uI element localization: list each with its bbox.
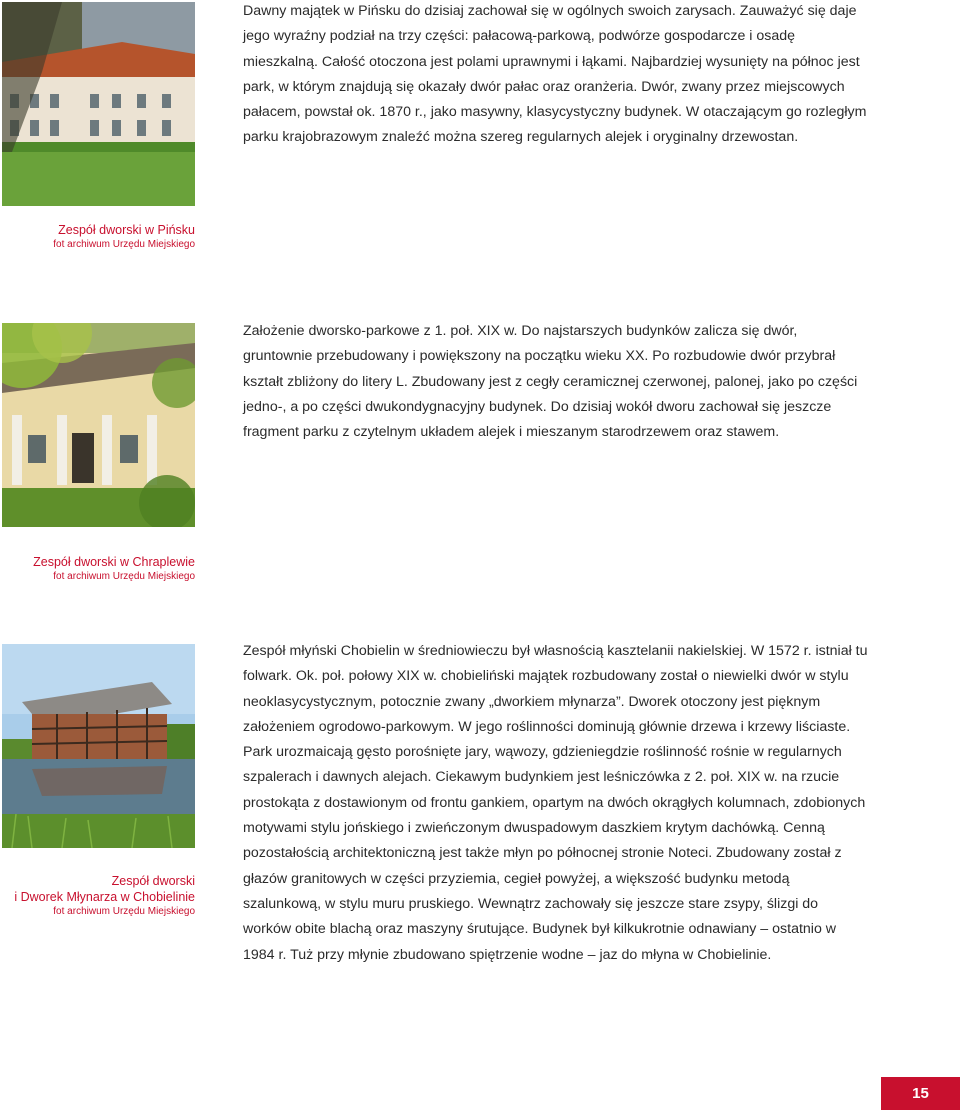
paragraph-chraplewo: Założenie dworsko-parkowe z 1. poł. XIX w. Do najstarszych budynków zalicza się dwór, gruntownie przebudowany i powiększony na początku wieku XX. Po rozbudowie dwór przybrał kształt zbliżony do litery L. Zbudowany jest z cegły ceramicznej czerwonej, palonej, jako po części jedno-, a po części dwukondygnacyjny budynek. Do dzisiaj wokół dworu zachował się jeszcze fragment parku z czytelnym układem alejek i mieszanym starodrzewem oraz stawem. [243,323,858,441]
caption-credit: fot archiwum Urzędu Miejskiego [53,571,195,582]
caption-credit: fot archiwum Urzędu Miejskiego [53,239,195,250]
caption-chraplewo [0,554,195,583]
page-number: 15 [881,1077,960,1110]
photo-chraplewo-manor [2,323,195,527]
caption-title: Zespół dworski w Chraplewie [33,555,195,569]
caption-title: Zespół dworski w Pińsku [58,223,195,237]
caption-chobielin [0,873,195,918]
paragraph-pinsk: Dawny majątek w Pińsku do dzisiaj zachował się w ogólnych swoich zarysach. Zauważyć się daje jego wyraźny podział na trzy części: pałacową-parkową, podwórze gospodarcze i osadę mieszkalną. Całość otoczona jest polami uprawnymi i łąkami. Najbardziej wysunięty na północ jest park, w którym znajdują się okazały dwór pałac oraz oranżeria. Dwór, zwany przez miejscowych pałacem, powstał ok. 1870 r., jako masywny, klasycystyczny budynek. W otaczającym go rozległym parku krajobrazowym znaleźć można szereg regularnych alejek i oryginalny drzewostan. [243,3,867,146]
caption-credit: fot archiwum Urzędu Miejskiego [53,906,195,917]
photo-chobielin-mill [2,644,195,848]
paragraph-chobielin: Zespół młyński Chobielin w średniowieczu był własnością kasztelanii nakielskiej. W 1572 r. istniał tu folwark. Ok. poł. połowy XIX w. chobieliński majątek rozbudowany został o niewielki dwór w stylu neoklasycystycznym, potocznie zwany „dworkiem młynarza”. Dworek otoczony jest pięknym założeniem ogrodowo-parkowym. W jego roślinności dominują głównie drzewa i krzewy liściaste. Park urozmaicają gęsto porośnięte jary, wąwozy, gdzieniegdzie roślinność rośnie w regularnych szpalerach i dawnych alejach. Ciekawym budynkiem jest leśniczówka z 2. poł. XIX w. na rzucie prostokąta z dostawionym od frontu gankiem, opartym na dwóch okrągłych kolumnach, zdobionych motywami stylu jońskiego i zwieńczonym dwuspadowym daszkiem krytym dachówką. Cenną pozostałością architektoniczną jest także młyn po północnej stronie Noteci. Zbudowany został z głazów granitowych w części przyziemia, cegieł powyżej, a większość budynku metodą szalunkową, w stylu muru pruskiego. Wewnątrz zachowały się jeszcze stare zsypy, ślizgi do worków obite blachą oraz maszyny śrutujące. Budynek był kilkukrotnie odnawiany – ostatnio w 1984 r. Tuż przy młynie zbudowano spiętrzenie wodne – jaz do młyna w Chobielinie. [243,643,868,963]
caption-title-line2: i Dworek Młynarza w Chobielinie [14,890,195,904]
caption-pinsk [0,222,195,251]
photo-pinsk-manor [2,2,195,206]
caption-title-line1: Zespół dworski [111,874,195,888]
